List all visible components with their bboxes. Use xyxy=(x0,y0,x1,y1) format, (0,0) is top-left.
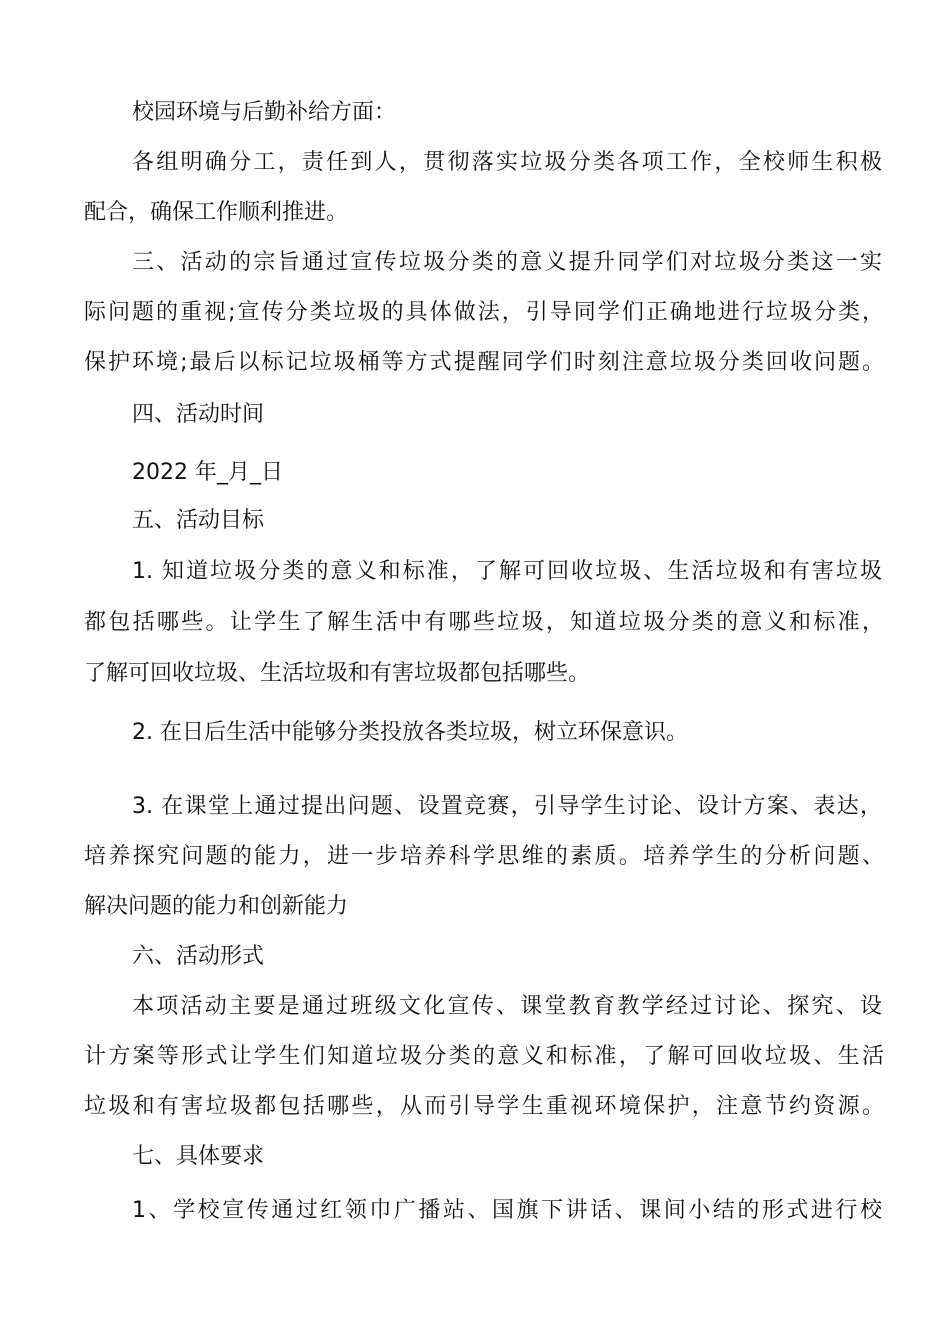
paragraph-line: 各组明确分工，责任到人，贯彻落实垃圾分类各项工作，全校师生积极 xyxy=(132,150,882,175)
section-heading: 七、具体要求 xyxy=(132,1144,265,1169)
list-item: 1、学校宣传通过红领巾广播站、国旗下讲话、课间小结的形式进行校 xyxy=(132,1198,882,1223)
section-heading: 校园环境与后勤补给方面： xyxy=(132,100,397,125)
list-item: 1. 知道垃圾分类的意义和标准，了解可回收垃圾、生活垃圾和有害垃圾 xyxy=(132,559,882,584)
paragraph-line: 垃圾和有害垃圾都包括哪些，从而引导学生重视环境保护，注意节约资源。 xyxy=(84,1094,884,1119)
section-heading: 五、活动目标 xyxy=(132,508,265,533)
section-heading: 四、活动时间 xyxy=(132,402,265,427)
list-item: 2. 在日后生活中能够分类投放各类垃圾，树立环保意识。 xyxy=(132,720,688,745)
paragraph-line: 了解可回收垃圾、生活垃圾和有害垃圾都包括哪些。 xyxy=(84,661,591,686)
paragraph-line: 培养探究问题的能力，进一步培养科学思维的素质。培养学生的分析问题、 xyxy=(84,844,884,869)
paragraph-line: 计方案等形式让学生们知道垃圾分类的意义和标准，了解可回收垃圾、生活 xyxy=(84,1044,884,1069)
list-item: 3. 在课堂上通过提出问题、设置竞赛，引导学生讨论、设计方案、表达， xyxy=(132,794,882,819)
paragraph-line: 都包括哪些。让学生了解生活中有哪些垃圾，知道垃圾分类的意义和标准， xyxy=(84,610,884,635)
section-heading: 六、活动形式 xyxy=(132,944,265,969)
paragraph-line: 际问题的重视;宣传分类垃圾的具体做法，引导同学们正确地进行垃圾分类， xyxy=(84,300,884,325)
paragraph-line: 本项活动主要是通过班级文化宣传、课堂教育教学经过讨论、探究、设 xyxy=(132,994,882,1019)
paragraph-line: 解决问题的能力和创新能力 xyxy=(84,894,349,919)
paragraph-line: 保护环境;最后以标记垃圾桶等方式提醒同学们时刻注意垃圾分类回收问题。 xyxy=(84,350,884,375)
date-line: 2022 年_月_日 xyxy=(132,460,283,485)
section-heading: 三、活动的宗旨通过宣传垃圾分类的意义提升同学们对垃圾分类这一实 xyxy=(132,250,882,275)
paragraph-line: 配合，确保工作顺利推进。 xyxy=(84,200,349,225)
